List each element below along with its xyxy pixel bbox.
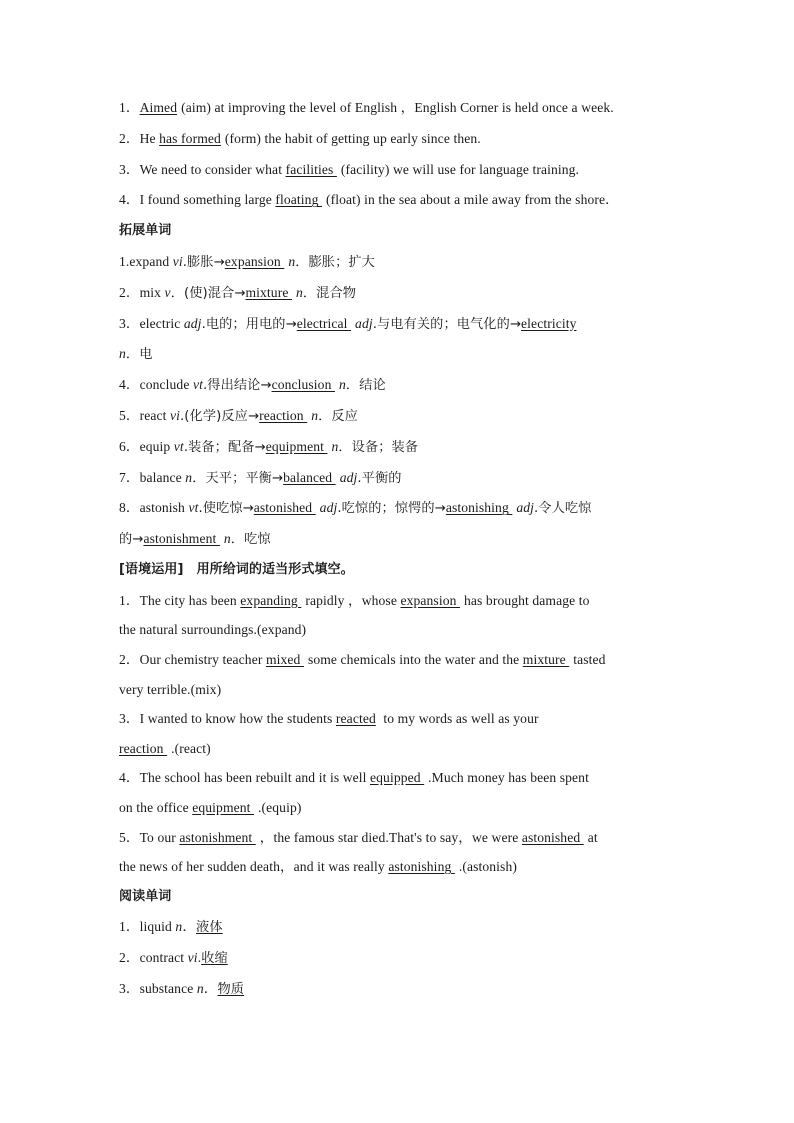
answer: 物质 [217,982,245,998]
text: .(equip) [258,799,302,815]
text: rapidly ，whose [305,592,401,608]
text: . [197,950,202,966]
pos: vi [170,407,181,423]
text: .Much money has been spent [428,770,589,786]
answer: equipment [192,799,255,815]
pos: n [223,531,231,547]
text: 3．electric [119,315,184,331]
text: ．天平；平衡→ [192,470,284,486]
answer: electrical [296,315,352,331]
text: .令人吃惊 [534,501,592,517]
text: very terrible.(mix) [119,681,222,697]
text: ．混合物 [302,285,357,301]
pos: n [196,981,204,997]
answer: astonishing [445,500,513,516]
pos: v [164,284,171,300]
text: 2．contract [119,950,188,966]
context-sentence-4 [119,763,679,793]
text: (facility) we will use for language training. [340,161,580,177]
pos: adj [516,500,535,516]
text: 5．To our [119,829,180,845]
text: .装备；配备→ [183,439,266,455]
expand-word-7 [119,463,679,494]
expand-word-8-cont [119,524,679,555]
text: 1．liquid [119,919,176,935]
answer: expanding [240,592,302,608]
pos: n [295,284,303,300]
pos: vi [187,950,198,966]
text: ．反应 [318,408,358,424]
document-page [119,93,679,1005]
text: 5．react [119,407,170,423]
text: 3．substance [119,981,197,997]
text: ．电 [125,347,153,363]
text: some chemicals into the water and the [307,651,523,667]
text: tasted [573,651,606,667]
text: .膨胀→ [182,254,225,270]
text: 6．equip [119,438,174,454]
reading-word-3 [119,974,679,1005]
exercise-line-4 [119,185,679,216]
text: .(化学)反应→ [180,408,260,424]
expand-word-3 [119,309,679,340]
text: ．膨胀；扩大 [295,254,375,270]
section-heading-expand: 拓展单词 [119,223,172,239]
reading-word-1 [119,912,679,943]
answer: mixture [245,284,292,300]
text: .与电有关的；电气化的→ [372,316,522,332]
text: .使吃惊→ [198,501,254,517]
exercise-line-3 [119,155,679,186]
exercise-line-1 [119,93,679,124]
context-sentence-2 [119,645,679,675]
text: 8．astonish [119,500,189,516]
text: 的→ [119,532,144,548]
context-sentence-5-cont [119,852,679,882]
answer: facilities [285,161,337,177]
pos: n [338,377,346,393]
pos: n [311,407,319,423]
pos: n [331,438,339,454]
text: 1． [119,100,140,115]
text: .吃惊的；惊愕的→ [337,501,446,517]
section-heading-reading: 阅读单词 [119,888,172,904]
pos: vt [173,438,184,454]
answer: astonished [253,500,316,516]
pos: vt [192,377,203,393]
pos: vt [188,500,199,516]
text: 3．We need to consider what [119,161,286,177]
text: 4．The school has been rebuilt and it is well [119,770,371,786]
pos: adj [355,315,373,331]
text: ． [182,919,197,935]
text: ．(使)混合→ [170,285,246,301]
expand-word-8 [119,493,679,524]
answer: astonished [521,829,584,845]
answer: equipped [370,770,425,786]
context-sentence-3-cont [119,734,679,764]
expand-word-5 [119,401,679,432]
pos: n [119,346,126,362]
text: has brought damage to [464,592,590,608]
text: 2．mix [119,284,165,300]
text: (aim) at improving the level of English ，English Corner is held once a week. [181,100,614,115]
answer: expansion [224,253,285,269]
answer: 收缩 [201,951,228,967]
text: 4．conclude [119,377,193,393]
text: the natural surroundings.(expand) [119,622,307,638]
text: to my words as well as your [379,711,539,727]
expand-word-6 [119,432,679,463]
context-sentence-2-cont [119,675,679,705]
answer: reaction [259,407,308,423]
pos: adj [339,469,358,485]
pos: adj [183,315,202,331]
answer: mixture [522,651,570,667]
answer: astonishing [388,859,455,875]
pos: vi [172,253,183,269]
expand-word-4 [119,370,679,401]
context-sentence-5 [119,823,679,853]
answer: astonishment [143,531,220,547]
answer: electricity [521,315,577,331]
text: on the office [119,799,193,815]
text: ．结论 [345,378,386,394]
text: ，the famous star died.That's to say，we were [259,829,522,845]
answer: conclusion [271,377,335,393]
answer: floating [275,192,322,208]
section-heading-context: [语境运用] 用所给词的适当形式填空。 [119,561,354,577]
context-sentence-1 [119,586,679,616]
answer: has formed [159,130,221,146]
text: 4．I found something large [119,192,276,208]
text: .(react) [171,740,211,756]
text: (float) in the sea about a mile away from the shore． [325,192,619,208]
text: 1.expand [119,253,173,269]
answer: astonishment [179,829,256,845]
answer: balanced [283,469,336,485]
answer: expansion [400,592,460,608]
text: 2．Our chemistry teacher [119,651,266,667]
expand-word-1 [119,247,679,278]
answer: reaction [119,740,168,756]
text: .电的；用电的→ [201,316,297,332]
reading-word-2 [119,943,679,974]
text: 7．balance [119,469,186,485]
text: ．吃惊 [230,532,271,548]
text: 1．The city has been [119,592,241,608]
text: 3．I wanted to know how the students [119,711,336,727]
pos: n [185,469,193,485]
pos: n [175,919,183,935]
text: (form) the habit of getting up early since then. [224,130,481,146]
context-sentence-4-cont [119,793,679,823]
answer: Aimed [139,100,178,115]
text: the news of her sudden death，and it was really [119,859,389,875]
text: .得出结论→ [202,378,272,394]
answer: 液体 [196,920,223,936]
exercise-line-2 [119,124,679,155]
text: ．设备；装备 [338,439,419,455]
answer: mixed [265,651,304,667]
expand-word-3-cont [119,339,679,370]
context-sentence-3 [119,704,679,734]
context-sentence-1-cont [119,615,679,645]
expand-word-2 [119,278,679,309]
answer: equipment [265,438,328,454]
pos: n [288,253,296,269]
pos: adj [319,500,338,516]
text: at [587,829,598,845]
text: .平衡的 [357,470,402,486]
answer: reacted [335,711,376,727]
text: ． [203,981,218,997]
text: .(astonish) [458,859,517,875]
text: 2．He [119,130,160,146]
